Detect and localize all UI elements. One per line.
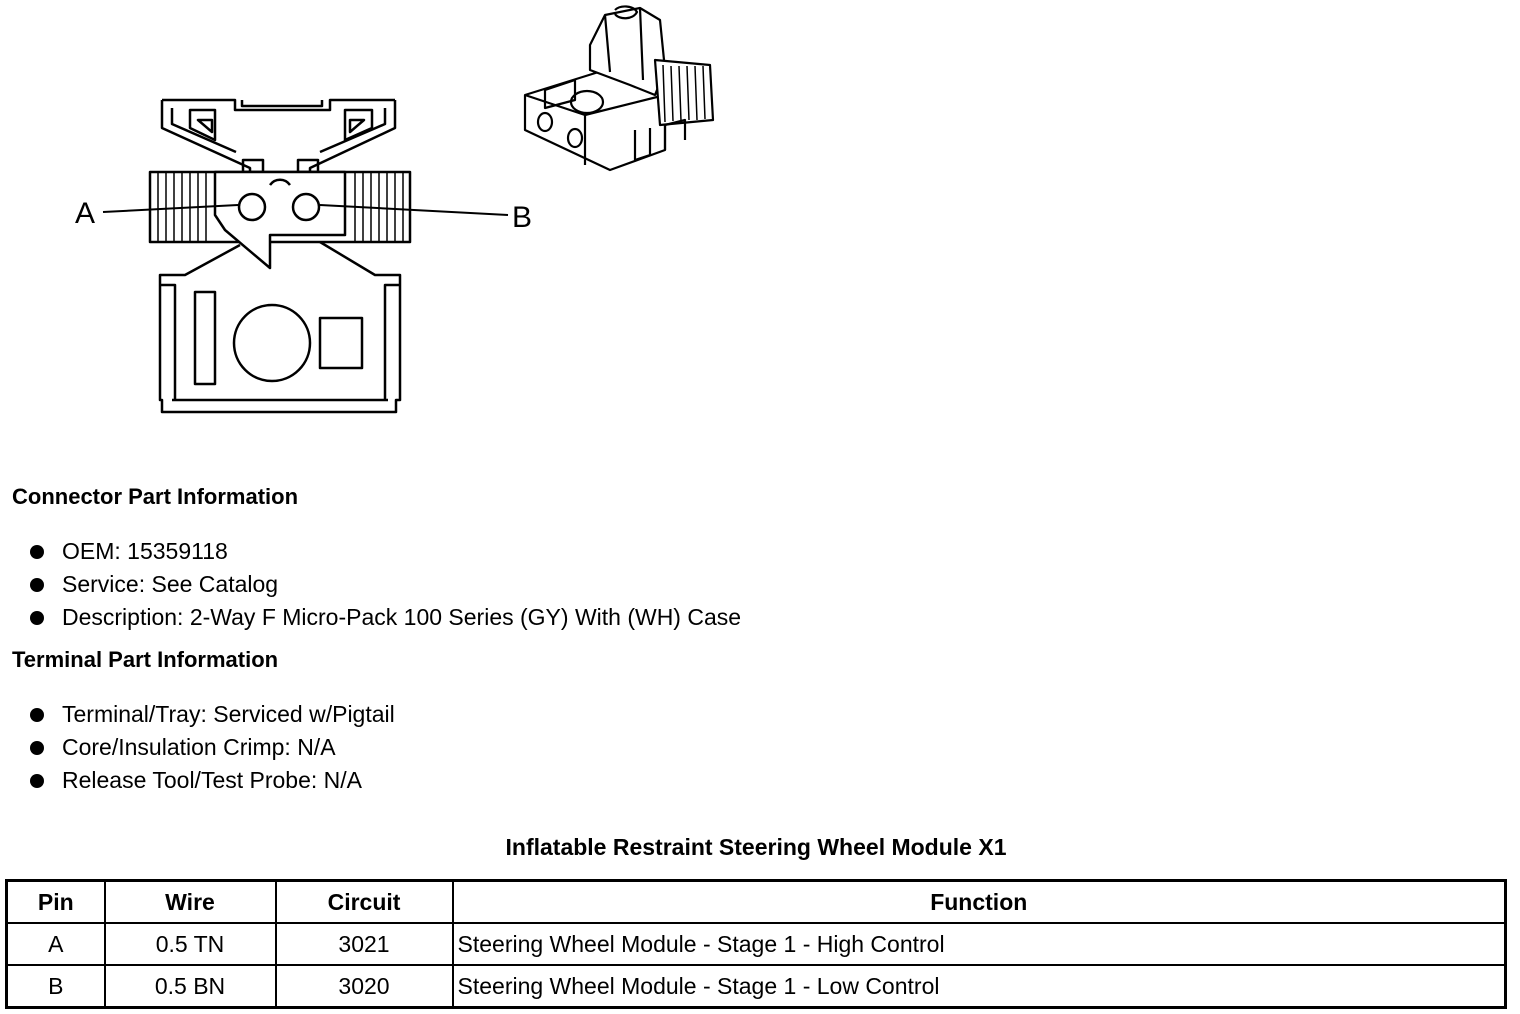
cavity-b	[293, 194, 319, 220]
pin-cell: A	[7, 923, 105, 965]
table-row	[7, 965, 1506, 1008]
crimp-text: Core/Insulation Crimp: N/A	[62, 734, 336, 760]
connector-isometric-view	[515, 0, 755, 190]
function-cell: Steering Wheel Module - Stage 1 - High Control	[453, 923, 1506, 965]
connector-info-heading: Connector Part Information	[12, 484, 299, 509]
description-text: Description: 2-Way F Micro-Pack 100 Series (GY) With (WH) Case	[62, 604, 742, 630]
wire-cell: 0.5 BN	[105, 965, 276, 1008]
pin-label-a: A	[75, 197, 96, 230]
list-item	[28, 731, 395, 764]
pinout-table	[5, 879, 1507, 1009]
list-item	[28, 568, 741, 601]
pin-cell: B	[7, 965, 105, 1008]
circuit-cell: 3021	[276, 923, 453, 965]
terminal-info-list	[28, 698, 395, 797]
table-header-row	[7, 881, 1506, 924]
wire-cell: 0.5 TN	[105, 923, 276, 965]
bullet-icon	[30, 578, 44, 592]
bullet-icon	[30, 708, 44, 722]
connector-illustration	[0, 0, 760, 440]
bullet-icon	[30, 774, 44, 788]
column-header-wire: Wire	[105, 881, 276, 924]
column-header-pin: Pin	[7, 881, 105, 924]
terminal-tray-text: Terminal/Tray: Serviced w/Pigtail	[62, 701, 395, 727]
column-header-function: Function	[453, 881, 1506, 924]
column-header-circuit: Circuit	[276, 881, 453, 924]
cavity-a	[239, 194, 265, 220]
list-item	[28, 764, 395, 797]
bullet-icon	[30, 741, 44, 755]
list-item	[28, 698, 395, 731]
terminal-info-heading: Terminal Part Information	[12, 647, 279, 672]
list-item	[28, 601, 741, 634]
release-tool-text: Release Tool/Test Probe: N/A	[62, 767, 363, 793]
oem-text: OEM: 15359118	[62, 538, 228, 564]
table-title: Inflatable Restraint Steering Wheel Module X1	[505, 834, 1007, 860]
circuit-cell: 3020	[276, 965, 453, 1008]
function-cell: Steering Wheel Module - Stage 1 - Low Control	[453, 965, 1506, 1008]
bullet-icon	[30, 545, 44, 559]
table-row	[7, 923, 1506, 965]
pin-label-b: B	[512, 201, 533, 234]
bullet-icon	[30, 611, 44, 625]
service-text: Service: See Catalog	[62, 571, 279, 597]
connector-info-list	[28, 535, 741, 634]
list-item	[28, 535, 741, 568]
